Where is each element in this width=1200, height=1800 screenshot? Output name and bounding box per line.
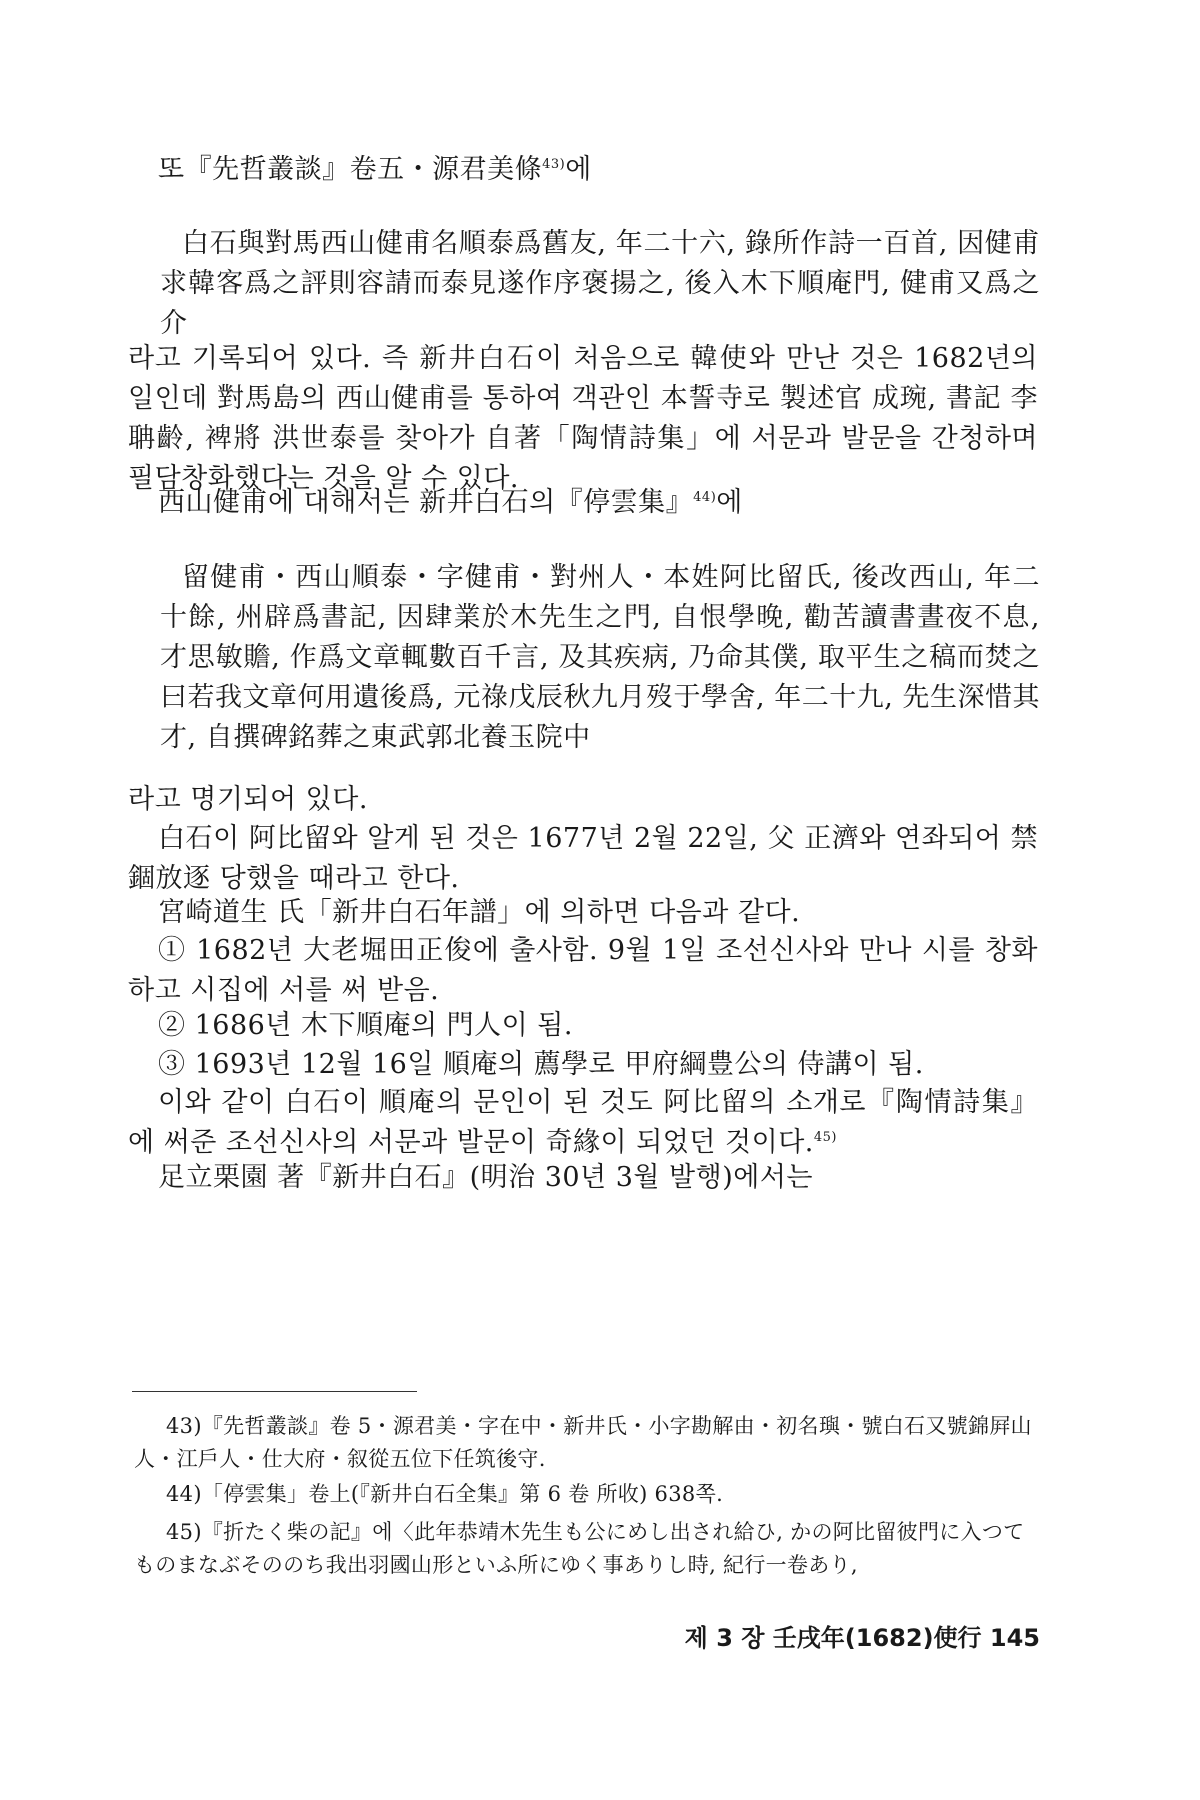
footnote-ref-44: 44) [693,490,717,505]
paragraph-nishiyama-intro: 西山健甫에 대해서는 新井白石의『停雲集』$^{44)}$에 [158,487,743,518]
paragraph-first-meeting: 라고 기록되어 있다. 즉 新井白石이 처음으로 韓使와 만난 것은 1682년의 일인데 對馬島의 西山健甫를 통하여 객관인 本誓寺로 製述官 成琬, 書記 李聃齡, 裨將 洪世泰를 찾아가 自著「陶情詩集」에 서문과 발문을 간청하며 필담창화했다는 것을 알 수 있다. [128,343,1038,494]
quote-senzhe-congtan: 白石與對馬西山健甫名順泰爲舊友, 年二十六, 錄所作詩一百首, 因健甫求韓客爲之評則容請而泰見遂作序褒揚之, 後入木下順庵門, 健甫又爲之介 [160,228,1040,339]
paragraph-kien: 이와 같이 白石이 順庵의 문인이 된 것도 阿比留의 소개로『陶情詩集』에 써준 조선신사의 서문과 발문이 奇緣이 되었던 것이다.$^{45)}$ [128,1087,1038,1158]
footnote-45: 45)『折たく柴の記』에〈此年恭靖木先生も公にめし出され給ひ, かの阿比留彼門に入つてものまなぶそののち我出羽國山形といふ所にゆく事ありし時, 紀行一卷あり, [134,1520,1025,1577]
footnote-44: 44)「停雲集」卷上(『新井白石全集』第 6 卷 所收) 638쪽. [166,1482,724,1506]
footnote-43: 43)『先哲叢談』卷 5・源君美・字在中・新井氏・小字勘解由・初名璵・號白石又號錦屛山人・江戶人・仕大府・叙從五位下任筑後守. [134,1414,1032,1471]
footnote-ref-43: 43) [542,157,566,172]
paragraph-adachi: 足立栗園 著『新井白石』(明治 30년 3월 발행)에서는 [158,1162,814,1193]
paragraph-chronology-intro: 宮崎道生 氏「新井白石年譜」에 의하면 다음과 같다. [158,897,801,928]
intro-line: 또『先哲叢談』卷五・源君美條$^{43)}$에 [158,154,592,185]
running-head-page-number: 제 3 장 壬戌年(1682)使行 145 [684,1624,1040,1652]
chronology-item-1: ① 1682년 大老堀田正俊에 출사함. 9월 1일 조선신사와 만나 시를 창화하고 시집에 서를 써 받음. [128,935,1038,1006]
footnote-ref-45: 45) [813,1130,838,1145]
paragraph-abiru: 白石이 阿比留와 알게 된 것은 1677년 2월 22일, 父 正濟와 연좌되어 禁錮放逐 당했을 때라고 한다. [128,823,1038,894]
paragraph-recorded: 라고 명기되어 있다. [128,784,368,815]
chronology-item-2: ② 1686년 木下順庵의 門人이 됨. [158,1010,573,1041]
chronology-item-3: ③ 1693년 12월 16일 順庵의 薦學로 甲府綱豊公의 侍講이 됨. [158,1049,924,1080]
footnote-divider [132,1391,417,1392]
quote-teiunshu: 留健甫・西山順泰・字健甫・對州人・本姓阿比留氏, 後改西山, 年二十餘, 州辟爲書記, 因肆業於木先生之門, 自恨學晚, 勸苦讀書晝夜不息, 才思敏贍, 作爲文章輒數百千言, 及其疾病, 乃命其僕, 取平生之稿而焚之曰若我文章何用遺後爲, 元祿戊辰秋九月歿于學舍, 年二十九, 先生深惜其才, 自撰碑銘葬之東武郭北養玉院中 [160,562,1040,753]
